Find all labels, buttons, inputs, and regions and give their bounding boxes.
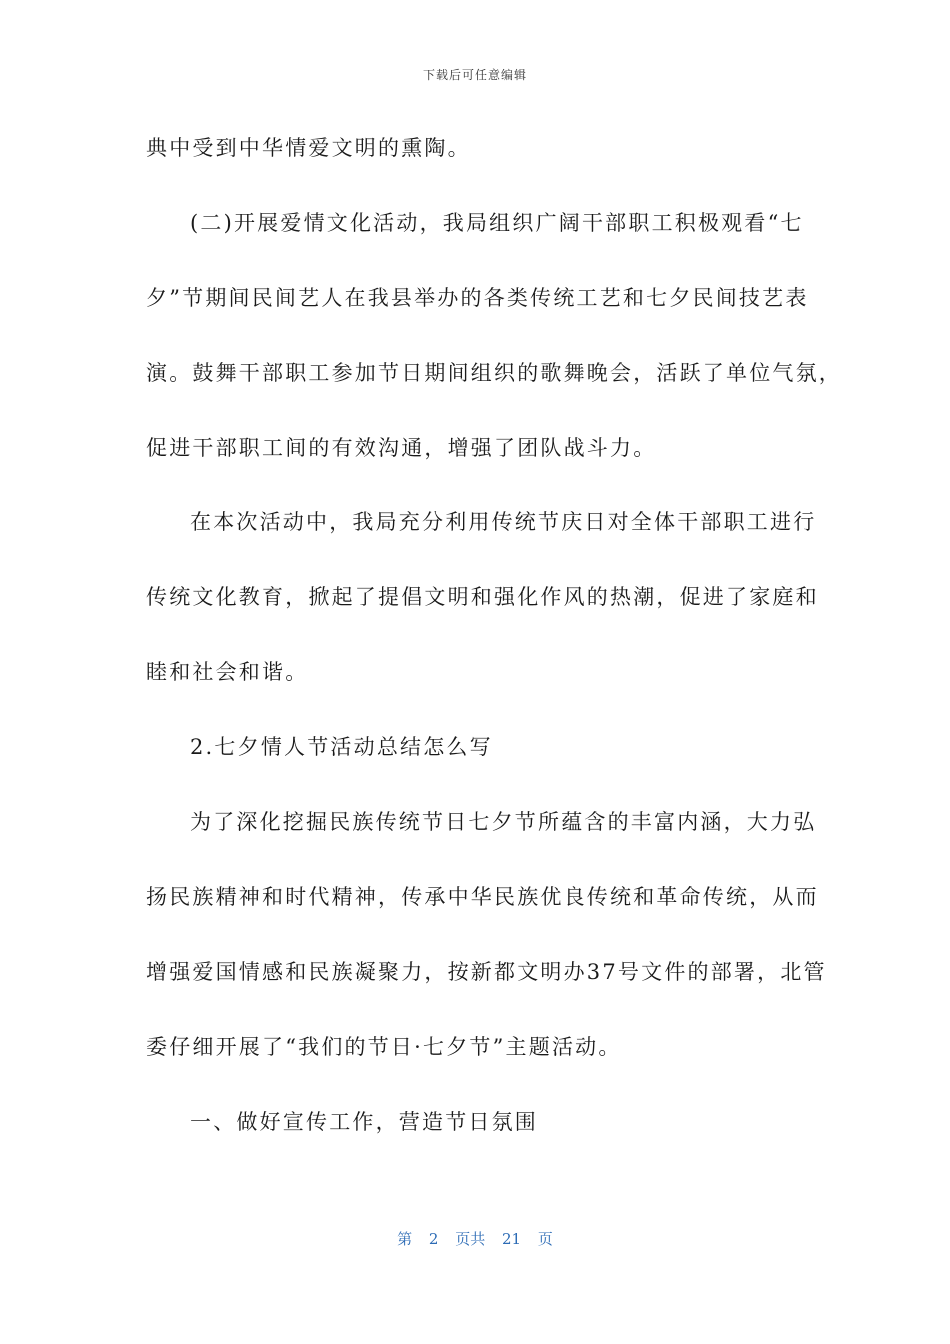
page-number: 2 bbox=[428, 1230, 439, 1248]
text-line: 扬民族精神和时代精神，传承中华民族优良传统和革命传统，从而 bbox=[146, 884, 819, 909]
total-pages: 21 bbox=[502, 1230, 522, 1248]
text-line: 促进干部职工间的有效沟通，增强了团队战斗力。 bbox=[146, 435, 657, 460]
text-line: 增强爱国情感和民族凝聚力，按新都文明办37号文件的部署，北管 bbox=[146, 959, 827, 984]
text-line: 演。鼓舞干部职工参加节日期间组织的歌舞晚会，活跃了单位气氛， bbox=[146, 360, 842, 385]
text-line: 在本次活动中，我局充分利用传统节庆日对全体干部职工进行 bbox=[190, 510, 817, 535]
page-label-mid: 页共 bbox=[455, 1230, 486, 1248]
text-line: 传统文化教育，掀起了提倡文明和强化作风的热潮，促进了家庭和 bbox=[146, 585, 819, 610]
document-body bbox=[146, 121, 842, 1169]
section-heading: 一、做好宣传工作，营造节日氛围 bbox=[190, 1109, 538, 1134]
text-line: 委仔细开展了“我们的节日·七夕节”主题活动。 bbox=[146, 1034, 622, 1059]
page-label-suffix: 页 bbox=[537, 1230, 553, 1248]
text-line: (二)开展爱情文化活动，我局组织广阔干部职工积极观看“七 bbox=[190, 210, 804, 235]
text-line: 夕”节期间民间艺人在我县举办的各类传统工艺和七夕民间技艺表 bbox=[146, 285, 809, 310]
text-line: 睦和社会和谐。 bbox=[146, 660, 309, 685]
section-heading: 2.七夕情人节活动总结怎么写 bbox=[190, 735, 493, 760]
page-footer bbox=[0, 1228, 950, 1249]
text-line: 典中受到中华情爱文明的熏陶。 bbox=[146, 136, 471, 160]
header-note: 下载后可任意编辑 bbox=[422, 68, 527, 82]
page-label-prefix: 第 bbox=[397, 1230, 413, 1248]
text-line: 为了深化挖掘民族传统节日七夕节所蕴含的丰富内涵，大力弘 bbox=[190, 810, 817, 835]
